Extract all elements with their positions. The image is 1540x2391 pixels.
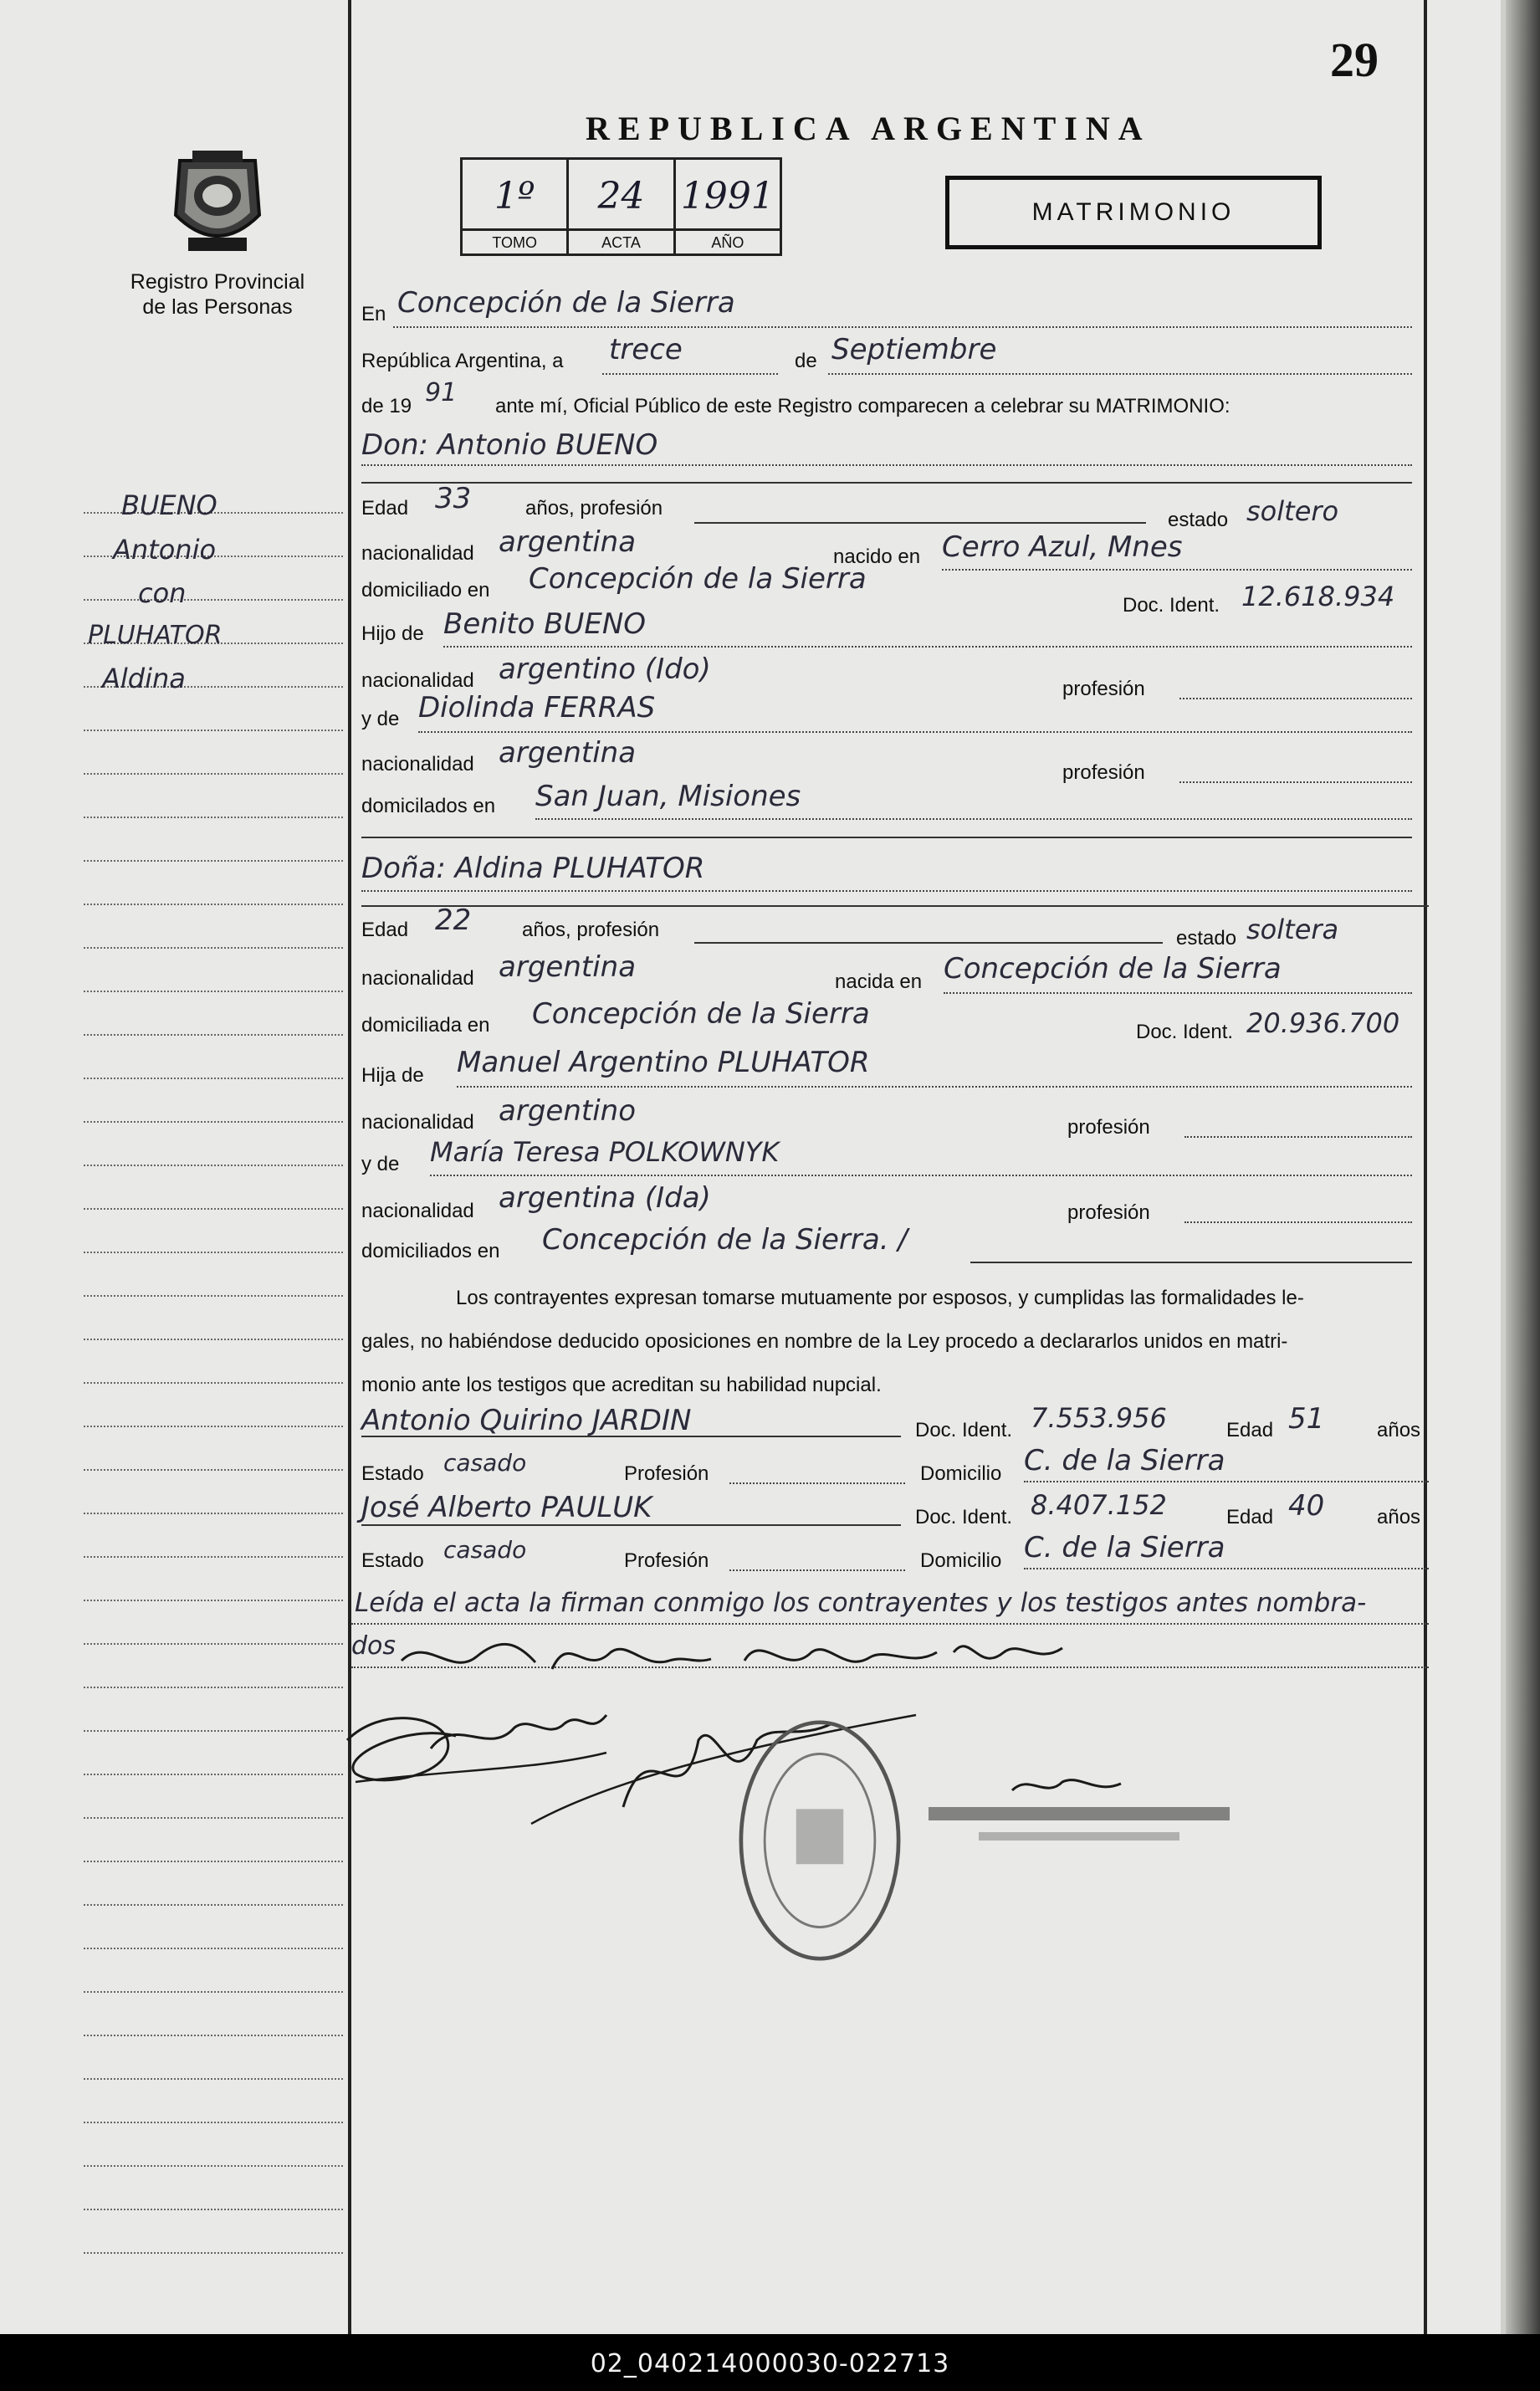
rule	[1024, 1481, 1429, 1482]
bride-yde-label: y de	[361, 1153, 400, 1175]
rule	[944, 992, 1412, 994]
rule	[361, 890, 1412, 892]
witness-2-domicile: C. de la Sierra	[1024, 1531, 1225, 1564]
witness-2-age: 40	[1288, 1489, 1325, 1523]
page-number: 29	[1330, 33, 1379, 87]
bride-nac-label: nacionalidad	[361, 967, 474, 990]
margin-line	[84, 860, 343, 862]
registrar-signature	[929, 1774, 1230, 1866]
bride-title: Doña: Aldina PLUHATOR	[361, 852, 705, 885]
margin-line	[84, 1513, 343, 1514]
declaration-line-3: monio ante los testigos que acreditan su habilidad nupcial.	[361, 1374, 882, 1396]
margin-line	[84, 947, 343, 949]
rule	[351, 1623, 1429, 1625]
margin-line	[84, 1904, 343, 1906]
rule	[393, 326, 1412, 328]
groom-edad-label: Edad	[361, 497, 409, 520]
margin-line	[84, 2078, 343, 2080]
anio-label: AÑO	[676, 228, 780, 253]
margin-line	[84, 2209, 343, 2210]
witness-2-edad-label: Edad	[1226, 1506, 1274, 1528]
witness-1-anos-label: años	[1377, 1419, 1421, 1441]
witness-1-doc-label: Doc. Ident.	[915, 1419, 1013, 1441]
rule	[1184, 1221, 1412, 1223]
groom-parents-dom-label: domicilados en	[361, 795, 496, 817]
witness-1-prof-label: Profesión	[624, 1462, 709, 1485]
groom-mother-prof-label: profesión	[1062, 761, 1145, 784]
rule	[1179, 781, 1412, 783]
margin-line	[84, 1687, 343, 1688]
margin-note: Aldina	[102, 663, 186, 694]
rule	[1179, 698, 1412, 699]
bride-nacida-label: nacida en	[835, 970, 923, 993]
witness-2-prof-label: Profesión	[624, 1549, 709, 1572]
rule	[828, 373, 1412, 375]
bride-father-nationality: argentino	[499, 1094, 636, 1128]
margin-line	[84, 1339, 343, 1340]
groom-doc: 12.618.934	[1241, 581, 1395, 612]
bride-doc-label: Doc. Ident.	[1136, 1021, 1234, 1043]
margin-line	[84, 1643, 343, 1645]
margin-line	[84, 1034, 343, 1036]
anio-cell	[676, 160, 780, 253]
tomo-label: TOMO	[463, 228, 566, 253]
margin-line	[84, 2165, 343, 2167]
margin-note: PLUHATOR	[88, 621, 223, 650]
tomo-value: 1º	[494, 175, 535, 218]
groom-father-prof-label: profesión	[1062, 678, 1145, 700]
witness-1-edad-label: Edad	[1226, 1419, 1274, 1441]
day-value: trece	[609, 333, 683, 366]
month-value: Septiembre	[831, 333, 997, 366]
bride-nationality: argentina	[499, 950, 637, 984]
section-rule	[361, 482, 1412, 484]
groom-age: 33	[435, 482, 472, 515]
margin-line	[84, 904, 343, 905]
acta-value: 24	[597, 175, 645, 218]
witness-2-name: José Alberto PAULUK	[361, 1491, 652, 1524]
declaration-line-2: gales, no habiéndose deducido oposiciones en nombre de la Ley procedo a declararlos unidos en matri-	[361, 1330, 1288, 1353]
bride-domicile: Concepción de la Sierra	[532, 997, 870, 1031]
witness-1-domicile: C. de la Sierra	[1024, 1444, 1225, 1477]
bride-hija-label: Hija de	[361, 1064, 424, 1087]
groom-father: Benito BUENO	[443, 607, 647, 641]
bride-father-nac-label: nacionalidad	[361, 1111, 474, 1134]
rule	[361, 1436, 901, 1437]
republic-label: República Argentina, a	[361, 350, 564, 372]
margin-line	[84, 817, 343, 818]
closing-line-2: dos	[351, 1631, 397, 1661]
rule	[430, 1175, 1412, 1176]
groom-doc-label: Doc. Ident.	[1123, 594, 1220, 617]
witness-2-anos-label: años	[1377, 1506, 1421, 1528]
margin-line	[84, 1774, 343, 1775]
groom-mother: Diolinda FERRAS	[418, 691, 656, 724]
record-type-box: MATRIMONIO	[945, 176, 1322, 249]
margin-line	[84, 1730, 343, 1732]
bride-father: Manuel Argentino PLUHATOR	[457, 1046, 870, 1079]
record-index-box	[460, 157, 782, 256]
footer-label: 02_040214000030-022713	[590, 2349, 950, 2378]
de-label: de	[795, 350, 817, 372]
groom-nationality: argentina	[499, 525, 637, 559]
header-title: REPUBLICA ARGENTINA	[586, 110, 1151, 147]
tomo-cell	[463, 160, 569, 253]
rule	[694, 522, 1146, 524]
groom-prof-label: años, profesión	[525, 497, 663, 520]
witness-1-doc: 7.553.956	[1031, 1402, 1167, 1434]
margin-line	[84, 730, 343, 731]
margin-line	[84, 599, 343, 601]
rule	[970, 1262, 1412, 1263]
rule	[942, 569, 1412, 571]
groom-birthplace: Cerro Azul, Mnes	[942, 530, 1183, 564]
margin-line	[84, 2035, 343, 2036]
margin-line	[84, 1600, 343, 1601]
groom-nac-label: nacionalidad	[361, 542, 474, 565]
anio-value: 1991	[680, 175, 775, 218]
margin-line	[84, 991, 343, 992]
acta-label: ACTA	[569, 228, 673, 253]
groom-title: Don: Antonio BUENO	[361, 428, 658, 462]
bride-birthplace: Concepción de la Sierra	[944, 952, 1282, 986]
bride-mother-prof-label: profesión	[1067, 1201, 1150, 1224]
margin-line	[84, 1295, 343, 1297]
margin-line	[84, 1556, 343, 1558]
witness-2-estado-label: Estado	[361, 1549, 424, 1572]
rule	[443, 646, 1412, 648]
margin-line	[84, 1991, 343, 1993]
bride-doc: 20.936.700	[1246, 1007, 1400, 1039]
bride-dom-label: domiciliada en	[361, 1014, 490, 1037]
bride-estado: soltera	[1246, 914, 1339, 945]
bride-father-prof-label: profesión	[1067, 1116, 1150, 1139]
witness-1-name: Antonio Quirino JARDIN	[361, 1404, 692, 1437]
rule	[694, 942, 1163, 944]
groom-parents-domicile: San Juan, Misiones	[535, 780, 801, 813]
groom-mother-nac-label: nacionalidad	[361, 753, 474, 776]
groom-mother-nationality: argentina	[499, 736, 637, 770]
groom-yde-label: y de	[361, 708, 400, 730]
margin-line	[84, 1165, 343, 1166]
margin-line	[84, 1121, 343, 1123]
groom-father-nac-label: nacionalidad	[361, 669, 474, 692]
margin-line	[84, 1078, 343, 1079]
groom-dom-label: domiciliado en	[361, 579, 490, 602]
misiones-crest-icon	[163, 144, 272, 261]
margin-note: Antonio	[113, 534, 217, 566]
section-rule	[361, 905, 1429, 907]
witness-1-estado: casado	[443, 1449, 527, 1477]
margin-line	[84, 2252, 343, 2254]
margin-line	[84, 1469, 343, 1471]
rule	[1184, 1136, 1412, 1138]
margin-line	[84, 1948, 343, 1949]
margin-line	[84, 1382, 343, 1384]
place-value: Concepción de la Sierra	[397, 286, 735, 320]
rule	[602, 373, 778, 375]
registry-label: Registro Provincial de las Personas	[130, 270, 305, 319]
bride-parents-domicile: Concepción de la Sierra. /	[542, 1223, 908, 1257]
contrayentes-signatures	[393, 1627, 1079, 1686]
bride-edad-label: Edad	[361, 919, 409, 941]
right-margin-rule	[1424, 0, 1427, 2334]
official-seal-stamp	[728, 1707, 912, 1974]
margin-note: con	[138, 577, 187, 609]
rule	[535, 818, 1412, 820]
year-value: 91	[425, 378, 458, 407]
bride-mother: María Teresa POLKOWNYK	[430, 1136, 780, 1168]
margin-line	[84, 1252, 343, 1253]
rule	[361, 464, 1412, 466]
intro-statement: ante mí, Oficial Público de este Registro comparecen a celebrar su MATRIMONIO:	[495, 395, 1230, 417]
groom-hijo-label: Hijo de	[361, 622, 424, 645]
margin-line	[84, 1817, 343, 1819]
witness-1-age: 51	[1288, 1402, 1325, 1436]
rule	[361, 1524, 901, 1526]
page-edge	[1506, 0, 1540, 2342]
closing-line-1: Leída el acta la firman conmigo los contrayentes y los testigos antes nombra-	[355, 1588, 1367, 1618]
witness-1-dom-label: Domicilio	[920, 1462, 1002, 1485]
margin-note: BUENO	[121, 489, 217, 521]
bride-parents-dom-label: domiciliados en	[361, 1240, 500, 1262]
en-label: En	[361, 303, 386, 325]
bride-mother-nac-label: nacionalidad	[361, 1200, 474, 1222]
rule	[418, 731, 1412, 733]
section-rule	[361, 837, 1412, 838]
groom-domicile: Concepción de la Sierra	[529, 562, 867, 596]
witness-2-doc: 8.407.152	[1031, 1489, 1167, 1521]
groom-estado-label: estado	[1168, 509, 1229, 531]
witness-1-estado-label: Estado	[361, 1462, 424, 1485]
margin-line	[84, 1208, 343, 1210]
bride-mother-nationality: argentina (Ida)	[499, 1181, 711, 1215]
year-label: de 19	[361, 395, 412, 417]
groom-estado: soltero	[1246, 495, 1339, 527]
rule	[729, 1482, 905, 1484]
bride-age: 22	[435, 904, 472, 937]
groom-father-nationality: argentino (Ido)	[499, 653, 711, 686]
witness-2-dom-label: Domicilio	[920, 1549, 1002, 1572]
rule	[1024, 1568, 1429, 1569]
witness-2-doc-label: Doc. Ident.	[915, 1506, 1013, 1528]
rule	[457, 1086, 1412, 1088]
groom-nacido-label: nacido en	[833, 545, 921, 568]
margin-line	[84, 1861, 343, 1862]
margin-line	[84, 773, 343, 775]
left-margin-rule	[348, 0, 351, 2334]
declaration-line-1: Los contrayentes expresan tomarse mutuamente por esposos, y cumplidas las formalidades le-	[456, 1287, 1304, 1309]
witness-2-estado: casado	[443, 1536, 527, 1564]
acta-cell	[569, 160, 675, 253]
margin-line	[84, 1426, 343, 1427]
bride-prof-label: años, profesión	[522, 919, 660, 941]
bride-estado-label: estado	[1176, 927, 1237, 950]
margin-line	[84, 2122, 343, 2123]
rule	[729, 1569, 905, 1571]
